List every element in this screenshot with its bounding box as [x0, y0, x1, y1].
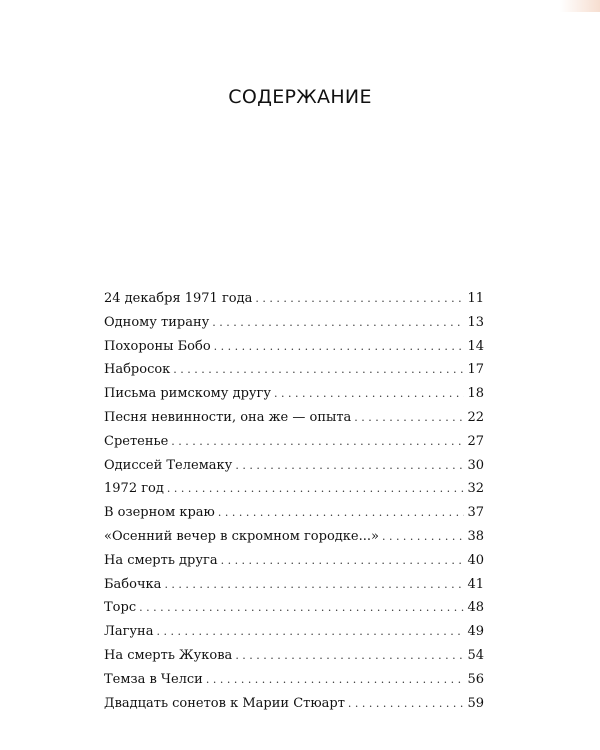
page-title: СОДЕРЖАНИЕ [228, 86, 372, 108]
toc-entry-title: «Осенний вечер в скромном городке...» [104, 528, 379, 544]
toc-entry [104, 386, 484, 410]
toc-entry [104, 434, 484, 458]
toc-entry-title: Бабочка [104, 576, 162, 592]
toc-entry-title: 1972 год [104, 481, 164, 497]
toc-dot-leader [221, 554, 465, 567]
toc-entry [104, 648, 484, 672]
toc-dot-leader [218, 506, 465, 519]
toc-entry-title: Темза в Челси [104, 671, 203, 687]
toc-dot-leader [235, 459, 464, 472]
toc-entry-page: 37 [467, 505, 484, 521]
toc-entry-title: Набросок [104, 362, 171, 378]
toc-entry [104, 672, 484, 696]
toc-entry-title: Сретенье [104, 433, 169, 449]
toc-entry-title: На смерть Жукова [104, 647, 233, 663]
toc-entry [104, 291, 484, 315]
toc-entry-page: 41 [467, 576, 484, 592]
toc-entry [104, 339, 484, 363]
toc-entry [104, 529, 484, 553]
toc-entry [104, 315, 484, 339]
toc-entry-title: Лагуна [104, 624, 154, 640]
toc-dot-leader [171, 435, 464, 448]
toc-dot-leader [173, 363, 464, 376]
toc-entry [104, 624, 484, 648]
toc-entry-page: 14 [467, 338, 484, 354]
toc-entry-page: 11 [467, 291, 484, 306]
toc-dot-leader [167, 482, 465, 495]
toc-dot-leader [354, 411, 464, 424]
toc-entry-page: 22 [467, 409, 484, 425]
toc-entry [104, 362, 484, 386]
toc-entry [104, 505, 484, 529]
toc-dot-leader [255, 292, 464, 305]
toc-dot-leader [214, 340, 465, 353]
toc-entry-page: 56 [467, 671, 484, 687]
toc-entry-title: Песня невинности, она же — опыта [104, 409, 352, 425]
toc-entry-title: На смерть друга [104, 552, 218, 568]
toc-entry-title: Похороны Бобо [104, 338, 211, 354]
toc-entry [104, 577, 484, 601]
toc-dot-leader [164, 578, 464, 591]
toc-entry-page: 40 [467, 552, 484, 568]
toc-entry-page: 38 [467, 528, 484, 544]
toc-dot-leader [139, 601, 464, 614]
toc-entry [104, 481, 484, 505]
toc-entry-page: 18 [467, 386, 484, 402]
toc-entry-page: 27 [467, 433, 484, 449]
toc-entry-title: В озерном краю [104, 505, 215, 521]
toc-dot-leader [382, 530, 465, 543]
toc-entry [104, 410, 484, 434]
toc-entry-page: 59 [467, 695, 484, 711]
toc-entry-page: 49 [467, 624, 484, 640]
toc-entry-title: Одиссей Телемаку [104, 457, 233, 473]
toc-dot-leader [206, 673, 465, 686]
toc-entry-page: 48 [467, 600, 484, 616]
toc-dot-leader [274, 387, 464, 400]
toc-entry [104, 600, 484, 624]
toc-dot-leader [235, 649, 464, 662]
toc-entry [104, 553, 484, 577]
toc-entry-title: Торс [104, 600, 137, 616]
toc-entry-page: 17 [467, 362, 484, 378]
toc-entry [104, 696, 484, 720]
toc-entry-page: 30 [467, 457, 484, 473]
toc-entry-page: 32 [467, 481, 484, 497]
toc-dot-leader [348, 697, 465, 710]
toc-dot-leader [212, 316, 464, 329]
page-corner-shadow [560, 0, 600, 12]
toc-entry-title: Письма римскому другу [104, 386, 272, 402]
toc-dot-leader [156, 625, 464, 638]
toc-entry [104, 458, 484, 482]
toc-entry-title: 24 декабря 1971 года [104, 291, 253, 306]
toc-entry-page: 13 [467, 314, 484, 330]
toc-entry-title: Двадцать сонетов к Марии Стюарт [104, 695, 345, 711]
toc-entry-page: 54 [467, 647, 484, 663]
toc-entry-title: Одному тирану [104, 314, 210, 330]
table-of-contents [104, 291, 484, 719]
